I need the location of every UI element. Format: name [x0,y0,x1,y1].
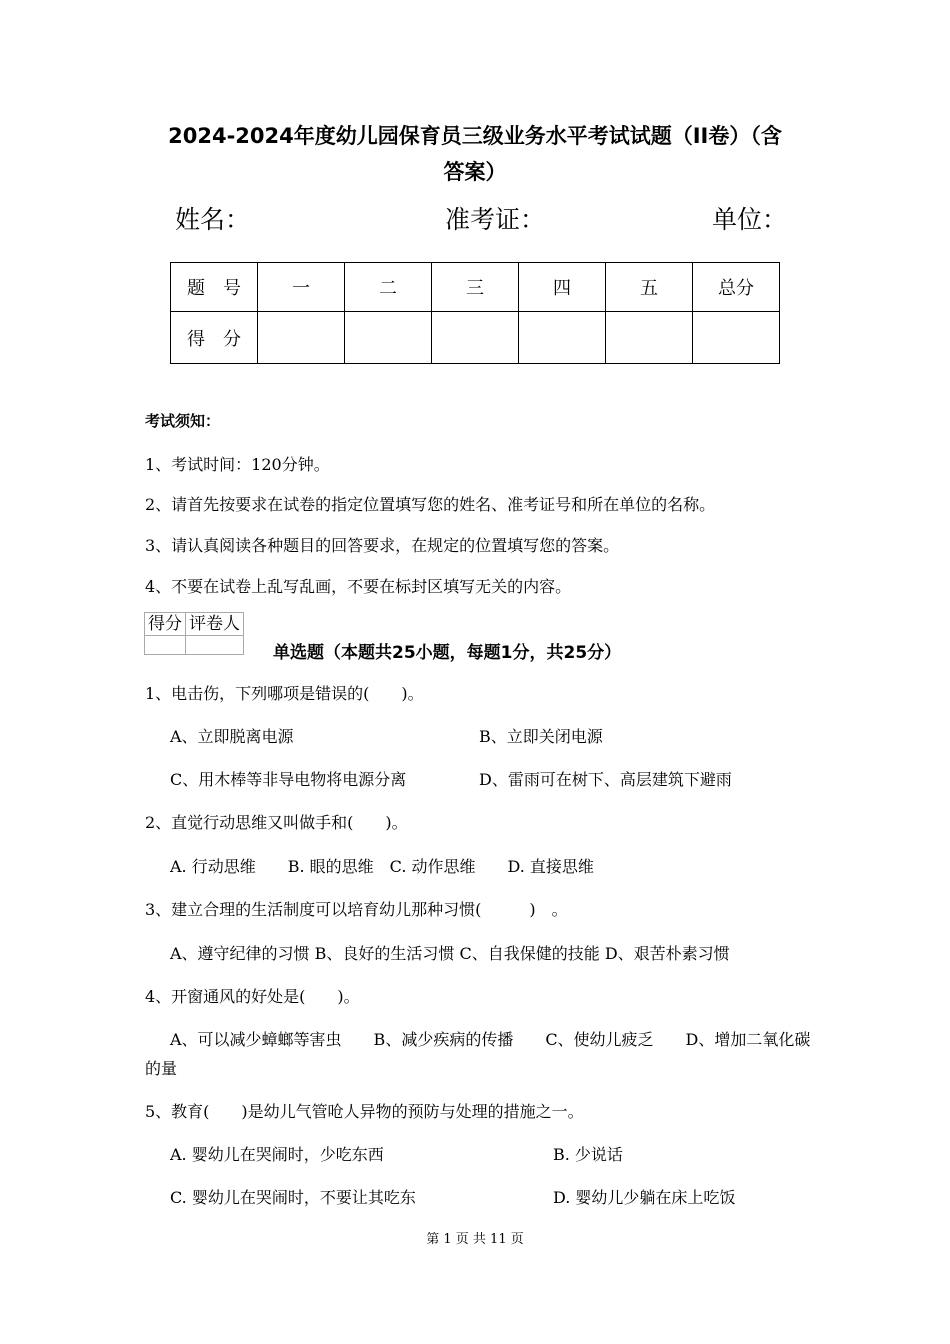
notice-item: 4、不要在试卷上乱写乱画，不要在标封区填写无关的内容。 [145,577,572,596]
score-input-cell[interactable] [345,312,432,364]
question-option: B、立即关闭电源 [479,727,603,746]
question-option: A. 婴幼儿在哭闹时，少吃东西 [170,1145,384,1164]
title-line-2: 答案） [443,160,507,184]
score-table-cell: 三 [432,263,519,312]
question-option: C、用木棒等非导电物将电源分离 [170,770,407,789]
question-options: A、可以减少蟑螂等害虫 B、减少疾病的传播 C、使幼儿疲乏 D、增加二氧化碳 [170,1030,811,1049]
score-input-cell[interactable] [606,312,693,364]
exam-title [140,118,810,190]
score-table-cell: 二 [345,263,432,312]
page-footer: 第 1 页 共 11 页 [426,1232,524,1247]
score-input-cell[interactable] [693,312,780,364]
grader-name-label: 评卷人 [186,613,244,636]
score-input-cell[interactable] [519,312,606,364]
exam-number-label: 准考证： [445,205,546,234]
question-option: C. 婴幼儿在哭闹时，不要让其吃东 [170,1188,416,1207]
score-table-score-row [171,312,780,364]
question-option: D、雷雨可在树下、高层建筑下避雨 [479,770,732,789]
score-row-label: 得 分 [171,312,258,364]
grader-table [144,612,244,655]
question-options: A. 行动思维 B. 眼的思维 C. 动作思维 D. 直接思维 [170,857,594,876]
unit-label: 单位： [712,205,788,234]
question-text: 5、教育( )是幼儿气管呛人异物的预防与处理的措施之一。 [145,1102,584,1121]
score-table-cell: 题 号 [171,263,258,312]
question-option: A、立即脱离电源 [170,727,294,746]
notice-item: 1、考试时间：120分钟。 [145,455,330,474]
grader-score-cell[interactable] [145,636,186,655]
score-input-cell[interactable] [258,312,345,364]
question-text: 3、建立合理的生活制度可以培育幼儿那种习惯( ) 。 [145,900,568,919]
notice-item: 3、请认真阅读各种题目的回答要求，在规定的位置填写您的答案。 [145,536,620,555]
score-table-cell: 总分 [693,263,780,312]
title-line-1: 2024-2024年度幼儿园保育员三级业务水平考试试题（II卷）（含 [168,124,782,148]
question-options-continued: 的量 [145,1059,178,1078]
grader-name-cell[interactable] [186,636,244,655]
score-table-cell: 五 [606,263,693,312]
section-title: 单选题（本题共25小题，每题1分，共25分） [273,643,622,663]
score-table-cell: 一 [258,263,345,312]
score-table-cell: 四 [519,263,606,312]
score-table-header-row [171,263,780,312]
question-text: 4、开窗通风的好处是( )。 [145,987,360,1006]
question-option: D. 婴幼儿少躺在床上吃饭 [553,1188,736,1207]
score-input-cell[interactable] [432,312,519,364]
candidate-info-row [175,200,788,240]
name-label: 姓名： [175,205,251,234]
notice-title: 考试须知： [145,412,221,430]
score-table [170,262,780,364]
question-option: B. 少说话 [553,1145,623,1164]
question-text: 2、直觉行动思维又叫做手和( )。 [145,813,408,832]
question-text: 1、电击伤，下列哪项是错误的( )。 [145,684,424,703]
question-options: A、遵守纪律的习惯 B、良好的生活习惯 C、自我保健的技能 D、艰苦朴素习惯 [170,944,730,963]
grader-score-label: 得分 [145,613,186,636]
notice-item: 2、请首先按要求在试卷的指定位置填写您的姓名、准考证号和所在单位的名称。 [145,495,716,514]
